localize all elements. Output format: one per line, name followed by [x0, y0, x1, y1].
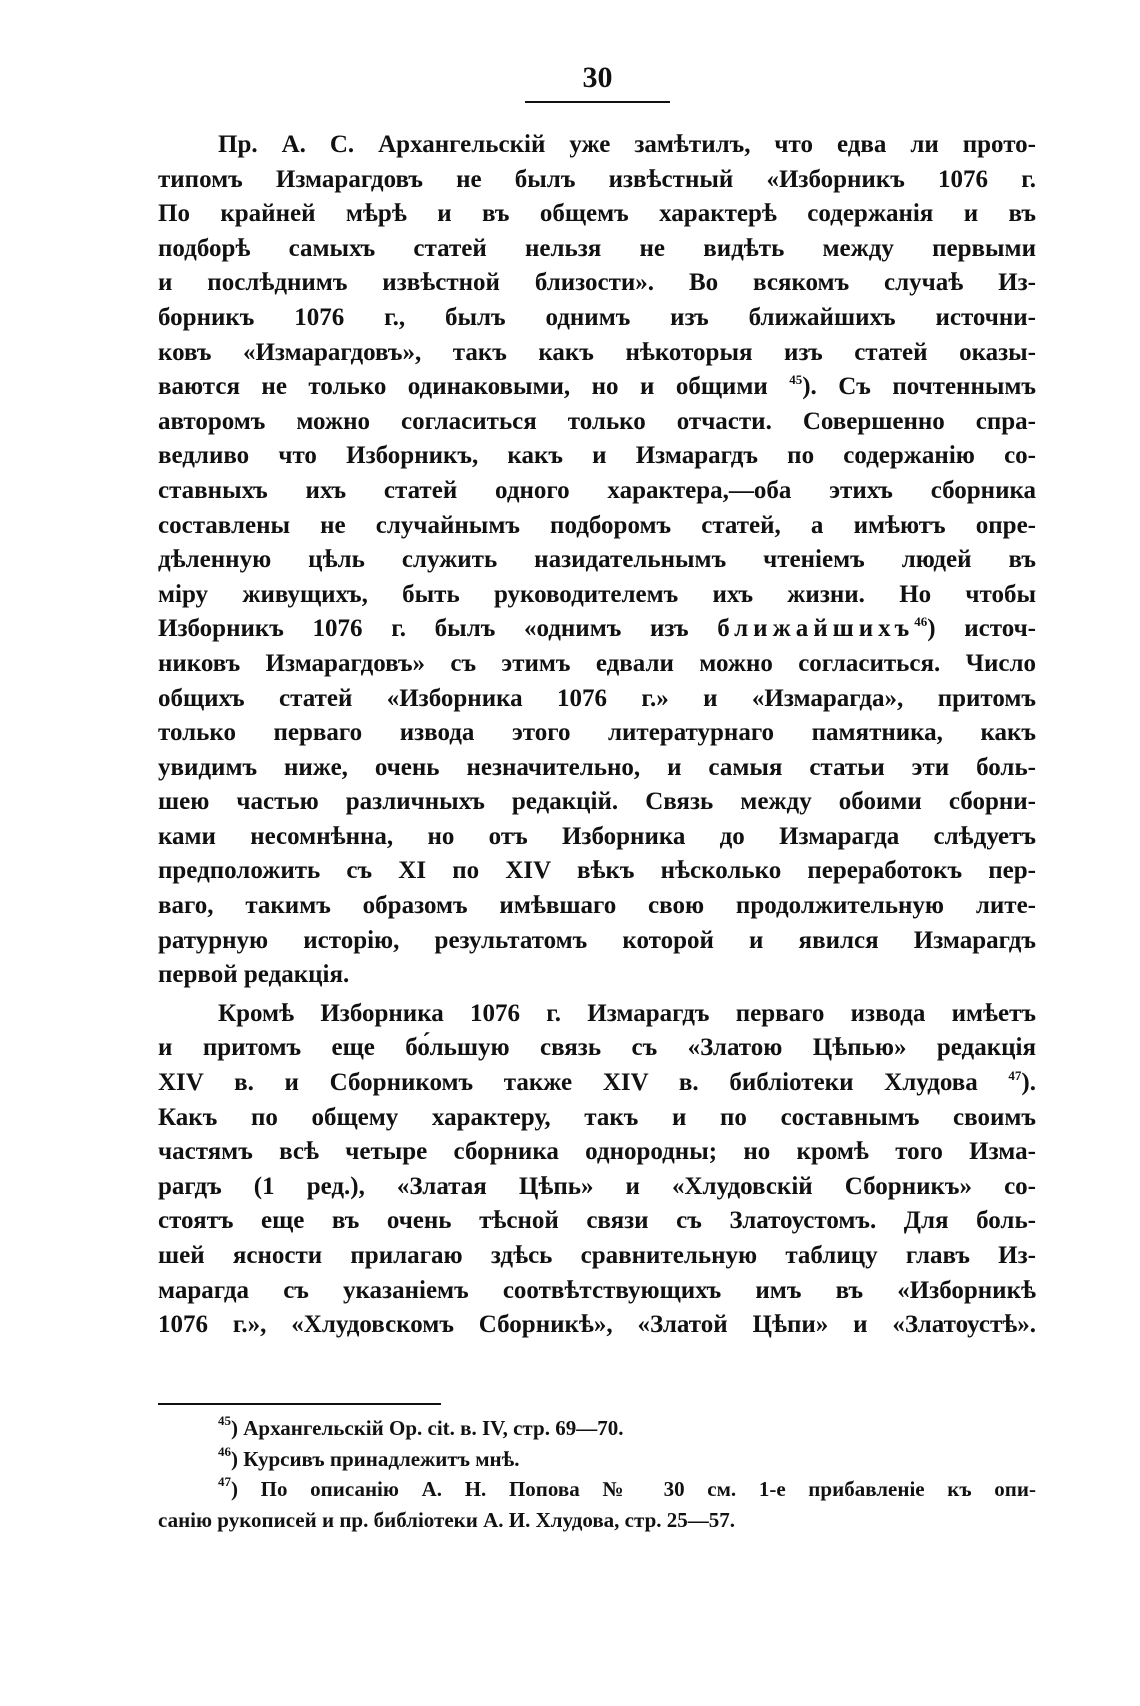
- text-line: ками несомнѣнна, но отъ Изборника до Измарагда слѣдуетъ: [158, 822, 1036, 850]
- text-line: борникъ 1076 г., былъ однимъ изъ ближайшихъ источни-: [158, 303, 1036, 331]
- text-line: стоятъ еще въ очень тѣсной связи съ Златоустомъ. Для боль-: [158, 1207, 1036, 1235]
- page-number-underline: [525, 101, 670, 103]
- footnote-47-continuation: санію рукописей и пр. библіотеки А. И. Хлудова, стр. 25—57.: [158, 1507, 735, 1532]
- text-line: подборѣ самыхъ статей нельзя не видѣть между первыми: [158, 234, 1036, 262]
- line-text-tail: источ-: [964, 615, 1037, 643]
- footnote-marker: 46: [218, 1443, 231, 1459]
- text-line: Изборникъ 1076 г. былъ «однимъ изъ ближайшихъ$^{46}$) источ-: [158, 614, 1037, 643]
- footnotes: [158, 1413, 1036, 1535]
- text-line: 1076 г.», «Хлудовскомъ Сборникѣ», «Златой Цѣпи» и «Златоустѣ».: [158, 1311, 1036, 1339]
- text-line: дѣленную цѣль служить назидательнымъ чтеніемъ людей въ: [158, 546, 1036, 574]
- text-line: Какъ по общему характеру, такъ и по составнымъ своимъ: [158, 1103, 1036, 1131]
- text-line: шей ясности прилагаю здѣсь сравнительную таблицу главъ Из-: [158, 1242, 1036, 1269]
- text-line: По крайней мѣрѣ и въ общемъ характерѣ содержанія и въ: [158, 200, 1036, 228]
- line-text-tail: ).: [1021, 1069, 1036, 1097]
- footnote-text: ) Курсивъ принадлежитъ мнѣ.: [231, 1446, 520, 1471]
- text-line: только перваго извода этого литературнаго памятника, какъ: [158, 719, 1036, 747]
- footnote-separator: [158, 1403, 441, 1405]
- text-line: и послѣднимъ извѣстной близости». Во всякомъ случаѣ Из-: [158, 269, 1036, 297]
- text-line: увидимъ ниже, очень незначительно, и самыя статьи эти боль-: [158, 753, 1036, 781]
- text-line: марагда съ указаніемъ соотвѣтствующихъ имъ въ «Изборникѣ: [158, 1276, 1036, 1304]
- text-line: шею частью различныхъ редакцій. Связь между обоими сборни-: [158, 788, 1036, 816]
- paragraph-2: [158, 997, 1036, 1343]
- line-text: ваются не только одинаковыми, но и общими: [158, 373, 768, 401]
- text-line: міру живущихъ, быть руководителемъ ихъ жизни. Но чтобы: [158, 580, 1036, 608]
- footnote-ref-45: 45: [789, 372, 803, 388]
- text-line: ковъ «Измарагдовъ», такъ какъ нѣкоторыя изъ статей оказы-: [158, 338, 1036, 366]
- footnote-ref-47: 47: [1008, 1068, 1022, 1084]
- text-line: ставныхъ ихъ статей одного характера,—оба этихъ сборника: [158, 476, 1036, 504]
- paragraph-1: [158, 128, 1036, 993]
- text-line: ведливо что Изборникъ, какъ и Измарагдъ по содержанію со-: [158, 442, 1036, 470]
- footnote-text: ) По описанію А. Н. Попова № 30 см. 1-е прибавленіе къ опи-: [231, 1477, 1036, 1502]
- text-line: [158, 1066, 1036, 1101]
- page-number: 30: [582, 61, 613, 94]
- text-line: и притомъ еще бо́льшую связь съ «Златою Цѣпью» редакція: [158, 1034, 1036, 1062]
- text-line: предположить съ XI по XIV вѣкъ нѣсколько переработокъ пер-: [158, 857, 1036, 885]
- text-line: Кромѣ Изборника 1076 г. Измарагдъ перваго извода имѣетъ: [218, 999, 1036, 1027]
- line-text-tail: ). Съ почтеннымъ: [802, 373, 1036, 401]
- text-line: Пр. А. С. Архангельскій уже замѣтилъ, что едва ли прото-: [218, 131, 1036, 158]
- footnote-ref-46: 46: [914, 614, 928, 630]
- text-line: типомъ Измарагдовъ не былъ извѣстный «Изборникъ 1076 г.: [158, 165, 1036, 193]
- footnote-47: [218, 1474, 1036, 1505]
- text-line: никовъ Измарагдовъ» съ этимъ едвали можно согласиться. Число: [158, 649, 1036, 677]
- text-line: частямъ всѣ четыре сборника однородны; но кромѣ того Изма-: [158, 1138, 1036, 1166]
- line-text: Изборникъ 1076 г. былъ «однимъ изъ: [158, 615, 689, 643]
- text-line: [158, 370, 1036, 405]
- text-line: ратурную исторію, результатомъ которой и явился Измарагдъ: [158, 926, 1036, 954]
- text-line: составлены не случайнымъ подборомъ статей, а имѣютъ опре-: [158, 511, 1036, 539]
- footnote-45: [218, 1413, 1036, 1444]
- footnote-marker: 47: [218, 1474, 231, 1490]
- text-line: авторомъ можно согласиться только отчасти. Совершенно спра-: [158, 407, 1036, 435]
- line-text: XIV в. и Сборникомъ также XIV в. библіотеки Хлудова: [158, 1069, 978, 1097]
- text-line: общихъ статей «Изборника 1076 г.» и «Измарагда», притомъ: [158, 684, 1036, 712]
- text-line: первой редакція.: [158, 961, 350, 989]
- emphasized-word: ближайшихъ: [717, 615, 915, 643]
- text-line: рагдъ (1 ред.), «Златая Цѣпь» и «Хлудовскій Сборникъ» со-: [158, 1172, 1036, 1200]
- footnote-46: [218, 1444, 1036, 1475]
- main-text: [158, 128, 1036, 1343]
- text-line: ваго, такимъ образомъ имѣвшаго свою продолжительную лите-: [158, 892, 1036, 920]
- footnote-text: ) Архангельскій Ор. cit. в. IV, стр. 69—70.: [231, 1416, 624, 1440]
- footnote-marker: 45: [218, 1413, 231, 1428]
